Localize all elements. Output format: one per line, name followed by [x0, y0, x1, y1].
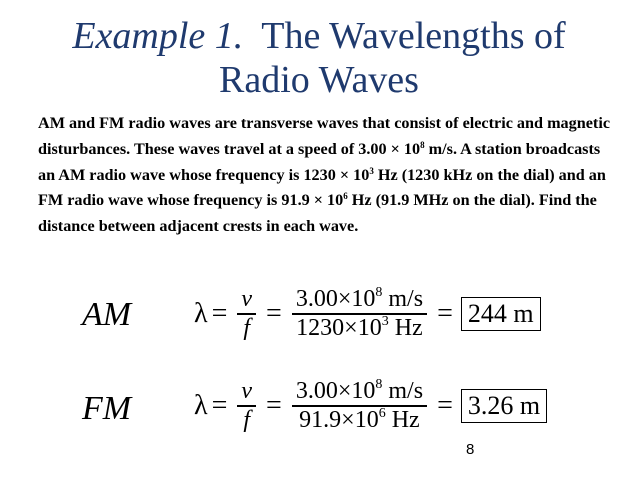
fm-equals-1: = [211, 389, 228, 421]
title-line-2: Radio Waves [219, 59, 419, 101]
problem-text-1: AM and FM radio waves are transverse waves that consist of electric and magnetic disturbances. These waves travel at a speed of 3.00 × 10 [38, 114, 611, 158]
fm-v: v [241, 378, 253, 404]
am-v-over-f [237, 286, 256, 342]
fm-equals-2: = [266, 389, 282, 421]
slide-title [0, 14, 638, 102]
am-fraction [292, 286, 427, 342]
fm-equation [194, 378, 547, 434]
exponent-2: 3 [369, 165, 374, 176]
fm-f: f [243, 406, 251, 433]
fm-label: FM [82, 390, 132, 427]
fm-fraction [292, 378, 427, 434]
fm-numerator: $3.00\times 10^8$ m/s [295, 377, 424, 404]
am-f: f [243, 314, 251, 341]
fm-lambda: λ [194, 389, 208, 421]
problem-statement [38, 111, 613, 240]
am-equals-2: = [266, 297, 282, 329]
fm-result: 3.26 m [461, 389, 547, 423]
am-equals-3: = [437, 297, 453, 329]
example-label: Example 1. [72, 15, 244, 57]
problem-text-3: Hz (1230 kHz on the dial) and an FM radio wave whose frequency is 91.9 × 10 [38, 165, 606, 210]
page-number: 8 [466, 441, 475, 458]
am-result: 244 m [461, 297, 541, 331]
am-equation [194, 286, 541, 342]
problem-text-2: m/s. A station broadcasts an AM radio wave whose frequency is 1230 × 10 [38, 139, 601, 184]
exponent-1: 8 [420, 139, 425, 150]
title-line-1 [0, 14, 638, 58]
exponent-3: 6 [343, 191, 348, 202]
am-denominator: $1230\times 10^3$ Hz [296, 313, 423, 341]
am-lambda: λ [194, 297, 208, 329]
am-v: v [241, 286, 253, 312]
fm-equals-3: = [437, 389, 453, 421]
fm-denominator: $91.9\times 10^6$ Hz [299, 405, 420, 433]
problem-text-4: Hz (91.9 MHz on the dial). Find the distance between adjacent crests in each wave. [38, 191, 597, 236]
title-text-1: The Wavelengths of [261, 15, 566, 57]
fm-v-over-f [237, 378, 256, 434]
am-label: AM [82, 296, 132, 333]
am-numerator: $3.00\times 10^8$ m/s [295, 285, 424, 312]
am-equals-1: = [211, 297, 228, 329]
